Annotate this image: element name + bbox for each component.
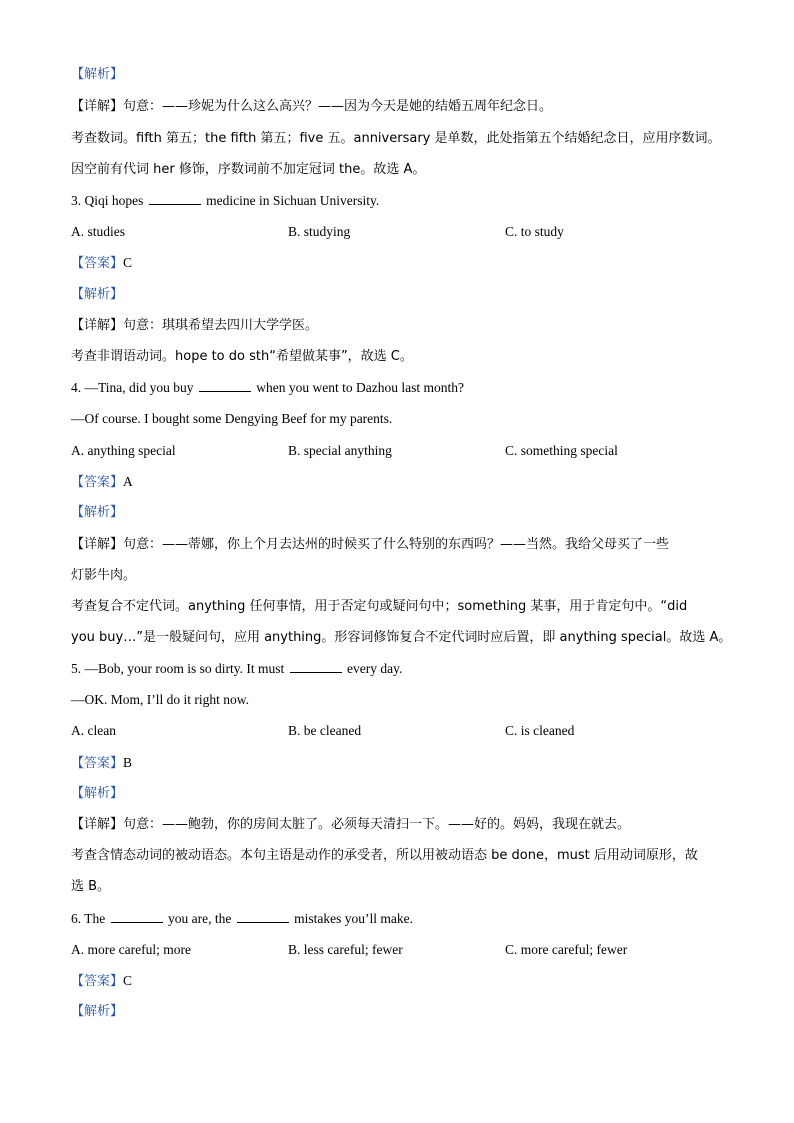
answer-line (71, 972, 132, 991)
question-3 (71, 192, 379, 210)
analysis-heading: 【解析】 (71, 505, 124, 520)
answer-tag: 【答案】 (71, 974, 124, 989)
option-c: C. is cleaned (505, 723, 575, 738)
question-text: every day. (347, 661, 403, 676)
detail-text: 【详解】句意：琪琪希望去四川大学学医。 (71, 318, 319, 333)
explanation-text: 考查数词。fifth 第五；the fifth 第五；five 五。anniversary 是单数，此处指第五个结婚纪念日，应用序数词。 (71, 131, 721, 146)
question-text: 3. Qiqi hopes (71, 193, 144, 208)
answer-tag: 【答案】 (71, 475, 124, 490)
detail-text: 灯影牛肉。 (71, 568, 137, 583)
option-b: B. special anything (288, 443, 392, 458)
question-text: 5. —Bob, your room is so dirty. It must (71, 661, 285, 676)
question-text: —OK. Mom, I’ll do it right now. (71, 692, 249, 707)
question-6 (71, 910, 413, 928)
detail-text: 【详解】句意：——蒂娜，你上个月去达州的时候买了什么特别的东西吗？——当然。我给父母买了一些 (71, 537, 670, 552)
option-a: A. clean (71, 723, 116, 738)
option-c: C. to study (505, 224, 564, 239)
detail-text: 【详解】句意：——鲍勃，你的房间太脏了。必须每天清扫一下。——好的。妈妈，我现在就去。 (71, 817, 631, 832)
option-c: C. more careful; fewer (505, 942, 628, 957)
question-text: 4. —Tina, did you buy (71, 380, 194, 395)
option-b: B. less careful; fewer (288, 942, 403, 957)
answer-value: B (123, 755, 133, 770)
option-b: B. studying (288, 224, 351, 239)
answer-value: C (123, 255, 133, 270)
answer-blank (149, 193, 201, 205)
answer-line (71, 254, 132, 273)
question-text: mistakes you’ll make. (294, 911, 413, 926)
explanation-text: you buy…”是一般疑问句，应用 anything。形容词修饰复合不定代词时应后置，即 anything special。故选 A。 (71, 630, 732, 645)
answer-value: A (123, 474, 133, 489)
analysis-heading: 【解析】 (71, 786, 124, 801)
analysis-heading: 【解析】 (71, 287, 124, 302)
answer-line (71, 473, 133, 492)
analysis-heading: 【解析】 (71, 1004, 124, 1019)
answer-tag: 【答案】 (71, 256, 124, 271)
option-a: A. studies (71, 224, 125, 239)
answer-blank (290, 661, 342, 673)
answer-blank (237, 911, 289, 923)
explanation-text: 考查复合不定代词。anything 任何事情，用于否定句或疑问句中；something 某事，用于肯定句中。“did (71, 599, 688, 614)
explanation-text: 考查非谓语动词。hope to do sth“希望做某事”，故选 C。 (71, 349, 413, 364)
question-text: you are, the (168, 911, 232, 926)
detail-text: 【详解】句意：——珍妮为什么这么高兴？——因为今天是她的结婚五周年纪念日。 (71, 99, 553, 114)
explanation-text: 因空前有代词 her 修饰，序数词前不加定冠词 the。故选 A。 (71, 162, 426, 177)
question-text: —Of course. I bought some Dengying Beef for my parents. (71, 411, 393, 426)
question-text: when you went to Dazhou last month? (256, 380, 464, 395)
answer-blank (199, 380, 251, 392)
answer-blank (111, 911, 163, 923)
answer-tag: 【答案】 (71, 756, 124, 771)
question-text: 6. The (71, 911, 106, 926)
answer-line (71, 754, 132, 773)
option-a: A. anything special (71, 443, 176, 458)
option-c: C. something special (505, 443, 618, 458)
explanation-text: 选 B。 (71, 879, 111, 894)
option-b: B. be cleaned (288, 723, 362, 738)
answer-value: C (123, 973, 133, 988)
analysis-heading: 【解析】 (71, 67, 124, 82)
explanation-text: 考查含情态动词的被动语态。本句主语是动作的承受者，所以用被动语态 be done，must 后用动词原形，故 (71, 848, 698, 863)
question-text: medicine in Sichuan University. (206, 193, 380, 208)
question-4 (71, 379, 464, 397)
option-a: A. more careful; more (71, 942, 191, 957)
question-5 (71, 660, 402, 678)
